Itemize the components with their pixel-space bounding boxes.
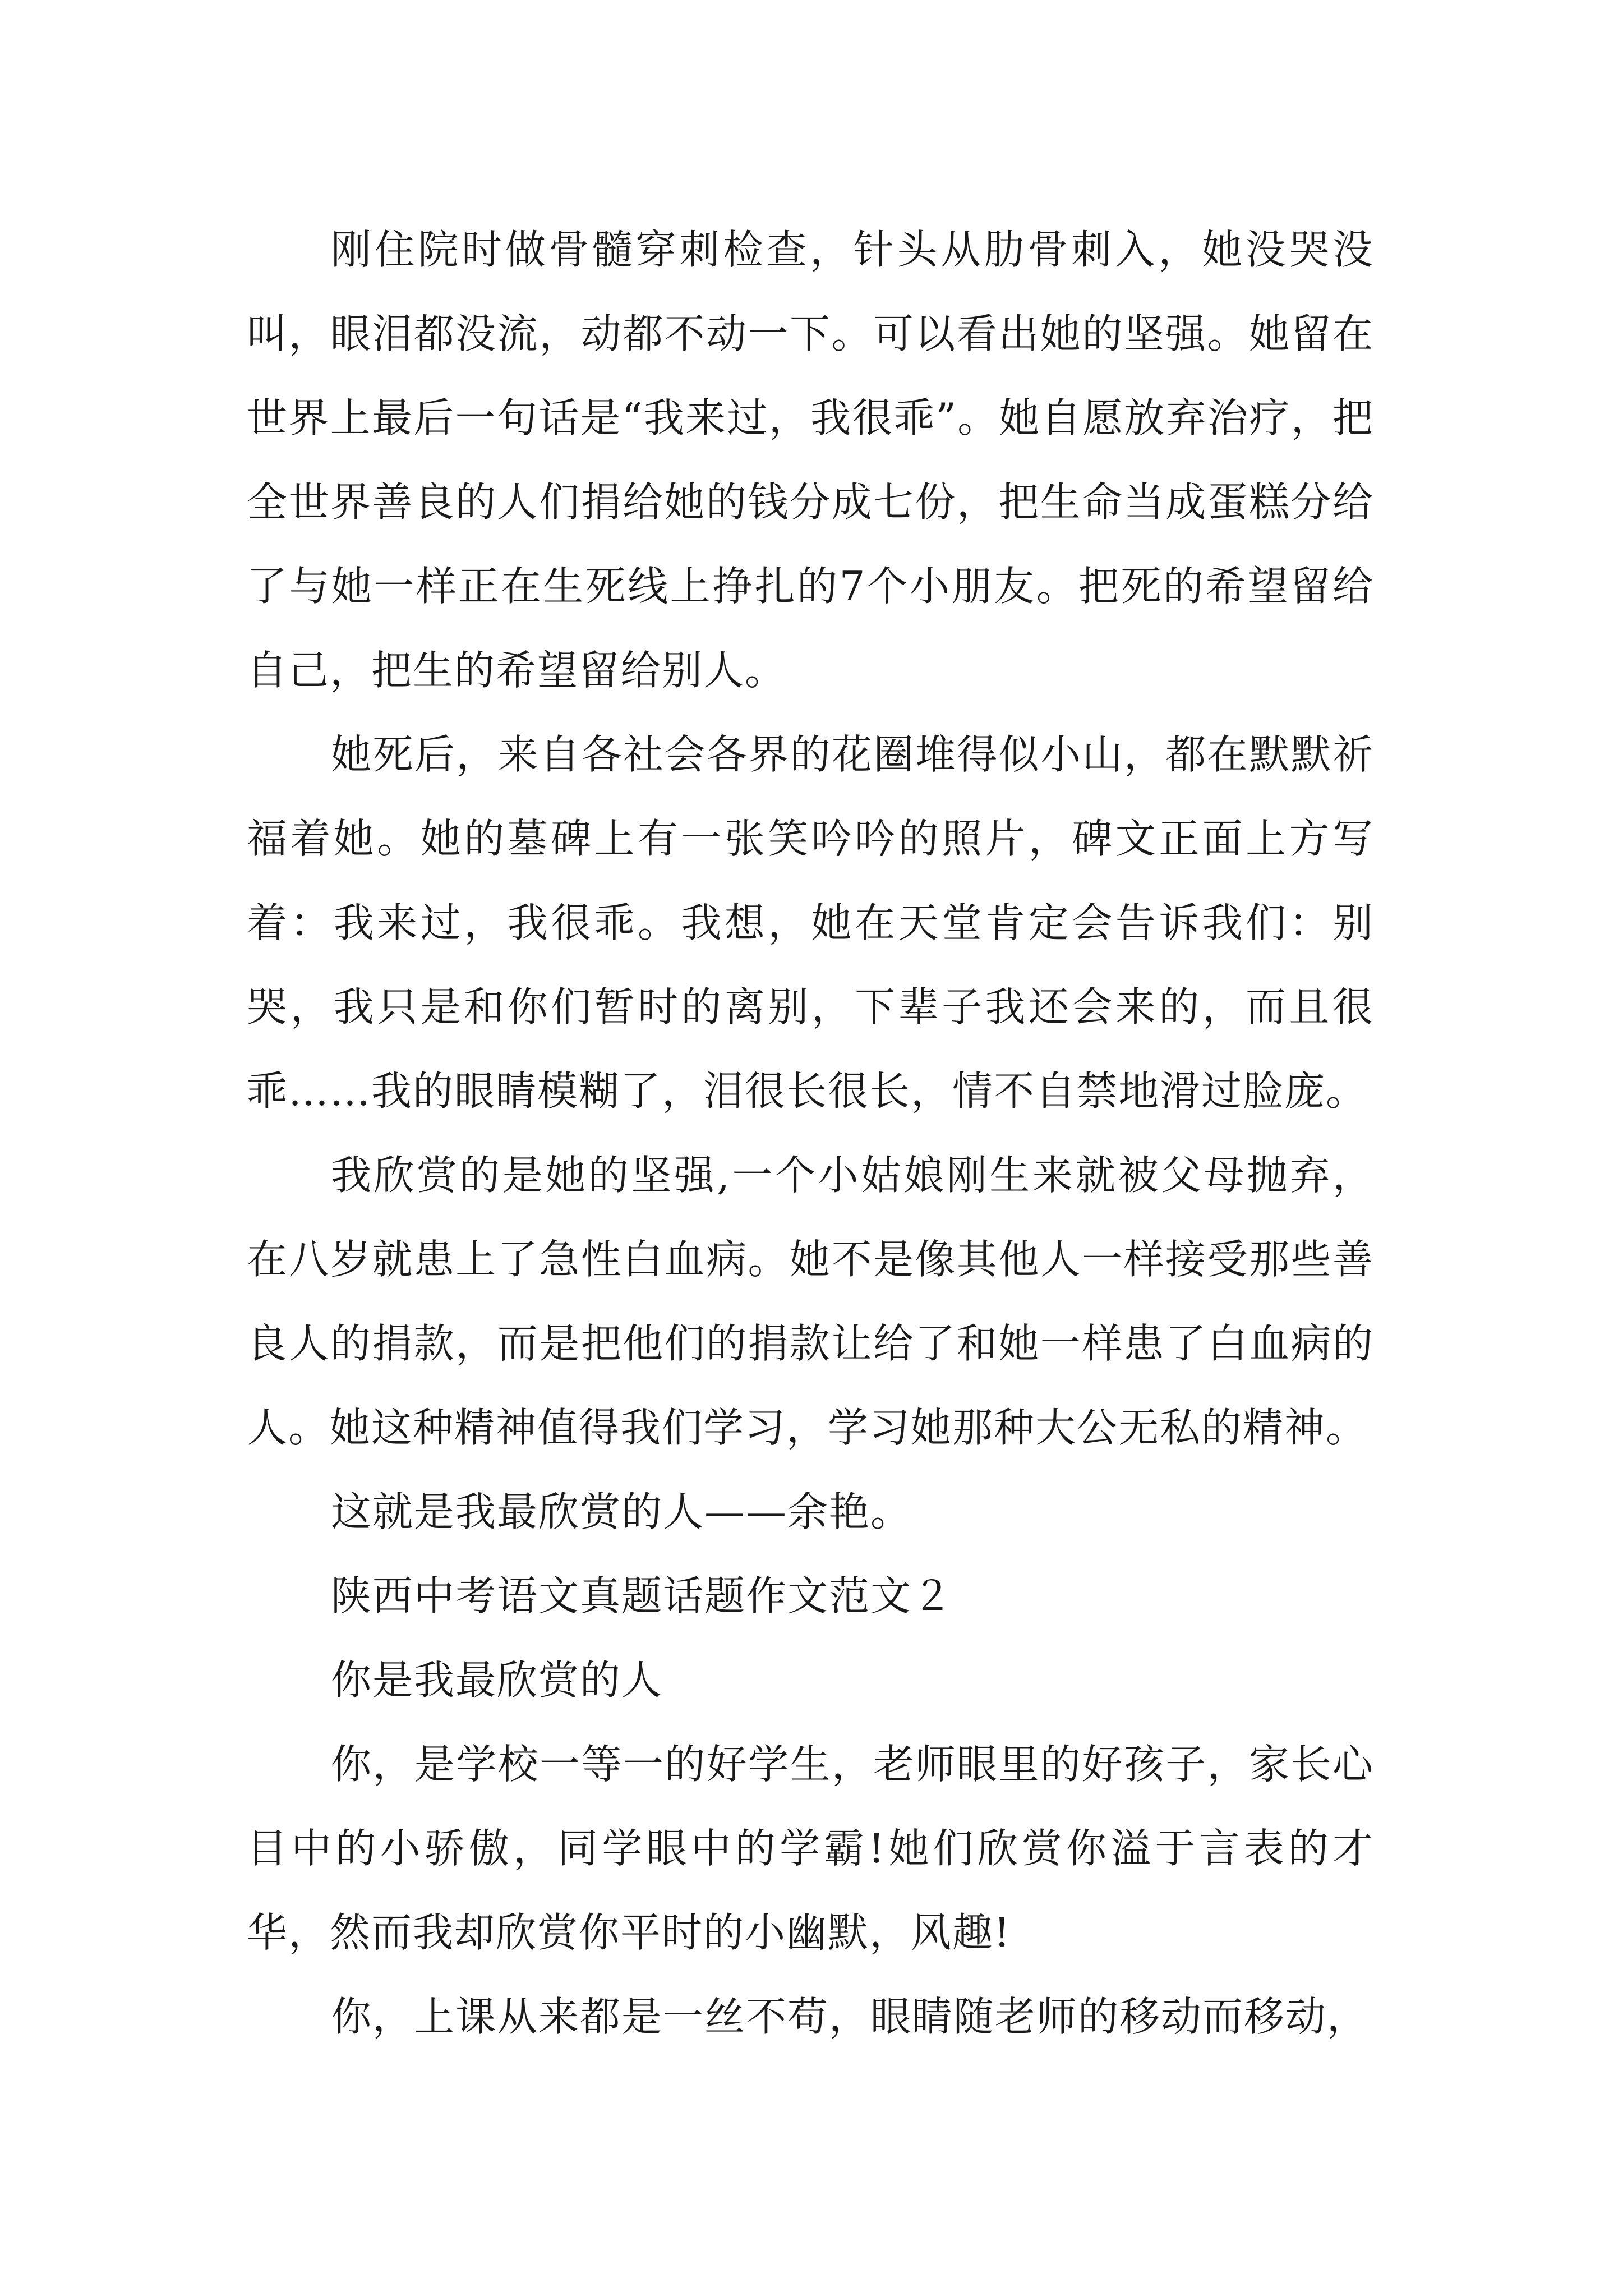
paragraph-6: 你，上课从来都是一丝不苟，眼睛随老师的移动而移动， <box>331 1993 1369 2040</box>
paragraph-3: 我欣赏的是她的坚强,一个小姑娘刚生来就被父母抛弃，在八岁就患上了急性白血病。她不是像其他人一样接受那些善良人的捐款，而是把他们的捐款让给了和她一样患了白血病的人。她这种精神值得我们学习，学习她那种大公无私的精神。 <box>247 1152 1374 1451</box>
essay-title-line: 陕西中考语文真题话题作文范文２ <box>331 1572 954 1619</box>
paragraph-5: 你，是学校一等一的好学生，老师眼里的好孩子，家长心目中的小骄傲，同学眼中的学霸!她们欣赏你溢于言表的才华，然而我却欣赏你平时的小幽默，风趣! <box>247 1741 1374 1956</box>
paragraph-4: 这就是我最欣赏的人——余艳。 <box>331 1488 912 1535</box>
essay-heading: 你是我最欣赏的人 <box>331 1657 663 1704</box>
document-body <box>247 208 1374 2059</box>
paragraph-2: 她死后，来自各社会各界的花圈堆得似小山，都在默默祈福着她。她的墓碑上有一张笑吟吟的照片，碑文正面上方写着：我来过，我很乖。我想，她在天堂肯定会告诉我们：别哭，我只是和你们暂时的离别，下辈子我还会来的，而且很乖……我的眼睛模糊了，泪很长很长，情不自禁地滑过脸庞。 <box>247 731 1374 1115</box>
paragraph-1: 刚住院时做骨髓穿刺检查，针头从肋骨刺入，她没哭没叫，眼泪都没流，动都不动一下。可以看出她的坚强。她留在世界上最后一句话是“我来过，我很乖”。她自愿放弃治疗，把全世界善良的人们捐给她的钱分成七份，把生命当成蛋糕分给了与她一样正在生死线上挣扎的7个小朋友。把死的希望留给自己，把生的希望留给别人。 <box>247 226 1374 694</box>
